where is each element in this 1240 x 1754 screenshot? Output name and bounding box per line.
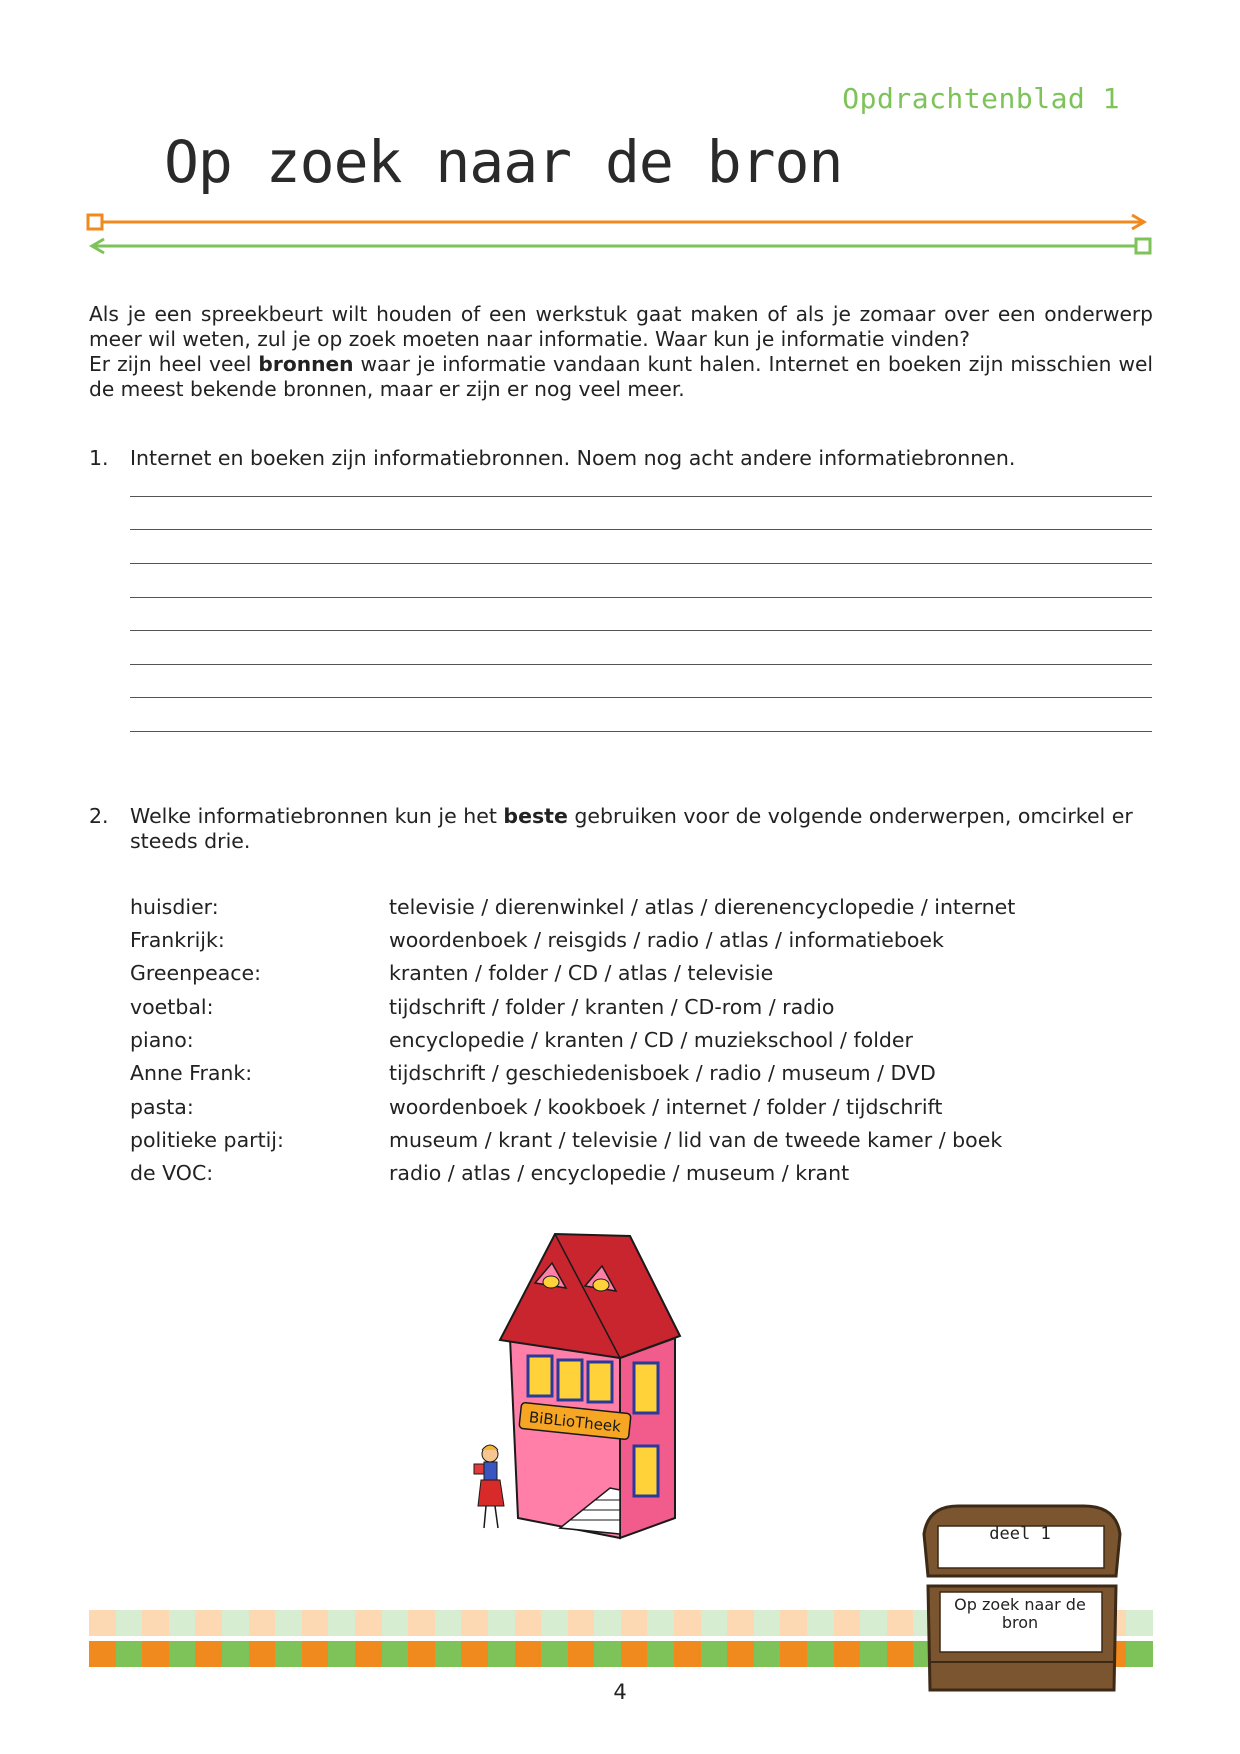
topic-label: Anne Frank: <box>130 1061 253 1085</box>
question-2-bold-term: beste <box>503 804 568 828</box>
intro-bold-term: bronnen <box>258 352 354 376</box>
topic-row <box>130 961 1152 995</box>
intro-text: Er zijn heel veel <box>89 352 259 376</box>
topic-row <box>130 1095 1152 1129</box>
worksheet-label: Opdrachtenblad 1 <box>842 82 1120 115</box>
green-arrow <box>92 239 1150 253</box>
topic-label: piano: <box>130 1028 194 1052</box>
topic-row <box>130 928 1152 962</box>
answer-line[interactable] <box>130 630 1152 631</box>
intro-text: waar je informatie vandaan kunt halen. Internet en boeken zijn misschien wel de meest bekende bronnen, maar er zijn er nog veel meer. <box>89 352 1153 401</box>
topic-row <box>130 1128 1152 1162</box>
topic-label: pasta: <box>130 1095 194 1119</box>
topic-row <box>130 995 1152 1029</box>
question-1-text: Internet en boeken zijn informatiebronnen. Noem nog acht andere informatiebronnen. <box>130 446 1016 470</box>
building-window <box>558 1360 582 1400</box>
page-number: 4 <box>613 1680 627 1704</box>
topic-label: huisdier: <box>130 895 219 919</box>
girl-reading <box>474 1445 504 1528</box>
building-window <box>634 1446 658 1496</box>
page-title: Op zoek naar de bron <box>164 128 843 196</box>
topic-row <box>130 1028 1152 1062</box>
answer-line[interactable] <box>130 529 1152 530</box>
topic-label: voetbal: <box>130 995 214 1019</box>
decorative-arrows <box>86 208 1154 256</box>
library-illustration <box>470 1228 770 1573</box>
topic-row <box>130 1161 1152 1195</box>
topic-options[interactable]: encyclopedie / kranten / CD / muziekschool / folder <box>389 1028 913 1052</box>
question-2-text-part: Welke informatiebronnen kun je het <box>130 804 504 828</box>
topic-row <box>130 1061 1152 1095</box>
intro-line-2 <box>89 352 1153 402</box>
answer-line[interactable] <box>130 697 1152 698</box>
topic-options[interactable]: tijdschrift / geschiedenisboek / radio / museum / DVD <box>389 1061 936 1085</box>
topic-options[interactable]: woordenboek / kookboek / internet / folder / tijdschrift <box>389 1095 943 1119</box>
building-window <box>588 1362 612 1402</box>
answer-line[interactable] <box>130 597 1152 598</box>
intro-paragraph <box>89 302 1153 402</box>
topic-options[interactable]: radio / atlas / encyclopedie / museum / krant <box>389 1161 850 1185</box>
library-sign-text: BiBLioTheek <box>528 1408 622 1436</box>
answer-line[interactable] <box>130 731 1152 732</box>
building-window <box>634 1363 658 1413</box>
building-window <box>528 1356 552 1396</box>
question-1-number: 1. <box>89 446 109 470</box>
orange-arrow <box>88 215 1144 229</box>
topic-label: de VOC: <box>130 1161 214 1185</box>
topic-options[interactable]: museum / krant / televisie / lid van de tweede kamer / boek <box>389 1128 1003 1152</box>
intro-line-1: Als je een spreekbeurt wilt houden of een werkstuk gaat maken of als je zomaar over een onderwerp meer wil weten, zul je op zoek moeten naar informatie. Waar kun je informatie vinden? <box>89 302 1153 351</box>
question-2-text-part: gebruiken voor de volgende onderwerpen, omcirkel er steeds drie. <box>130 804 1133 853</box>
question-2-number: 2. <box>89 804 109 828</box>
question-2-text <box>130 804 1152 854</box>
topic-label: Frankrijk: <box>130 928 225 952</box>
answer-line[interactable] <box>130 496 1152 497</box>
topic-options[interactable]: woordenboek / reisgids / radio / atlas / informatieboek <box>389 928 944 952</box>
topic-options[interactable]: tijdschrift / folder / kranten / CD-rom / radio <box>389 995 835 1019</box>
topic-options[interactable]: kranten / folder / CD / atlas / televisie <box>389 961 774 985</box>
answer-line[interactable] <box>130 563 1152 564</box>
chest-part-label: deel 1 <box>989 1524 1051 1544</box>
topic-label: politieke partij: <box>130 1128 284 1152</box>
topic-options[interactable]: televisie / dierenwinkel / atlas / dierenencyclopedie / internet <box>389 895 1016 919</box>
topic-row <box>130 895 1152 929</box>
topic-label: Greenpeace: <box>130 961 262 985</box>
answer-line[interactable] <box>130 664 1152 665</box>
chest-title: Op zoek naar de bron <box>954 1595 1086 1632</box>
